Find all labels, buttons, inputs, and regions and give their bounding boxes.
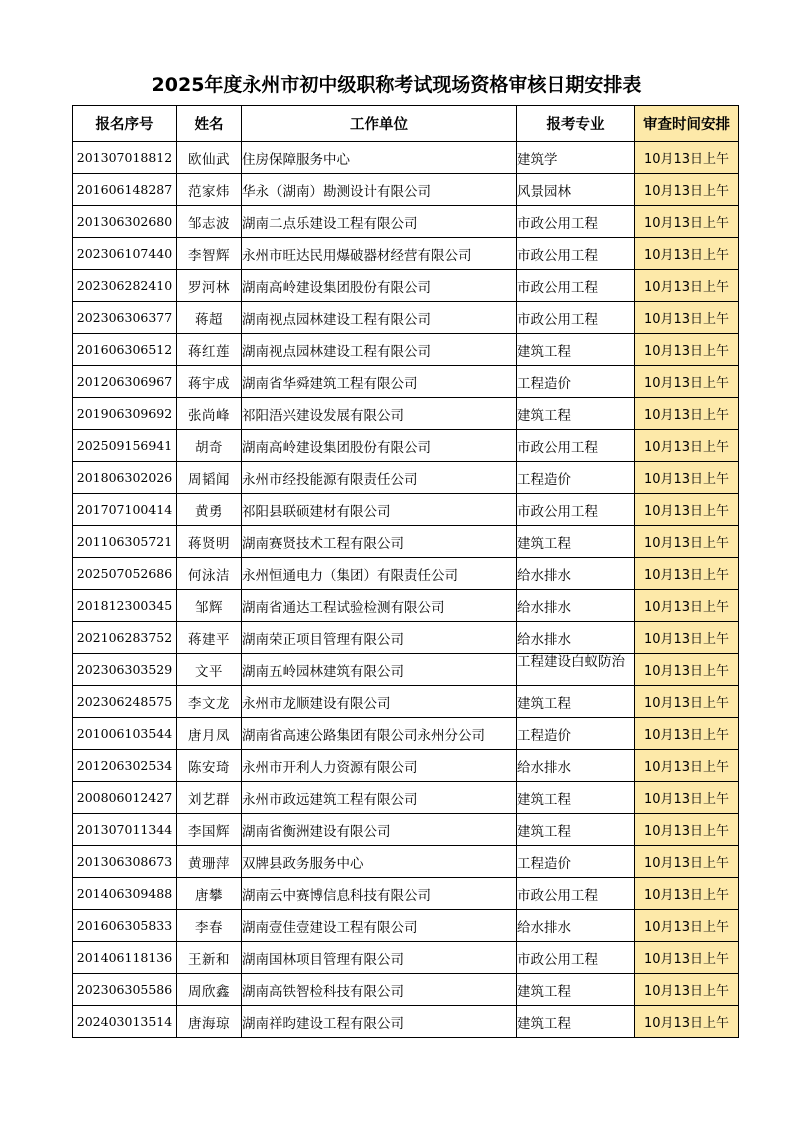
cell-name: 蒋宇成 [177, 366, 242, 398]
cell-name: 黄珊萍 [177, 846, 242, 878]
table-row [73, 846, 739, 878]
cell-name: 刘艺群 [177, 782, 242, 814]
cell-reg-no: 201406118136 [73, 942, 177, 974]
cell-major: 建筑工程 [517, 398, 635, 430]
schedule-table [72, 105, 739, 1038]
cell-major: 建筑工程 [517, 782, 635, 814]
cell-reg-no: 202306248575 [73, 686, 177, 718]
cell-work-unit: 永州市龙顺建设有限公司 [242, 686, 517, 718]
cell-review-time: 10月13日上午 [635, 334, 739, 366]
cell-name: 蒋贤明 [177, 526, 242, 558]
cell-name: 何泳洁 [177, 558, 242, 590]
cell-review-time: 10月13日上午 [635, 174, 739, 206]
cell-work-unit: 湖南省衡洲建设有限公司 [242, 814, 517, 846]
cell-name: 唐攀 [177, 878, 242, 910]
cell-major: 工程建设白蚁防治 [517, 654, 635, 686]
cell-major: 工程造价 [517, 846, 635, 878]
cell-review-time: 10月13日上午 [635, 910, 739, 942]
cell-work-unit: 双牌县政务服务中心 [242, 846, 517, 878]
table-row [73, 942, 739, 974]
table-row [73, 750, 739, 782]
table-row [73, 686, 739, 718]
cell-reg-no: 201606148287 [73, 174, 177, 206]
table-row [73, 782, 739, 814]
cell-name: 罗河林 [177, 270, 242, 302]
cell-name: 文平 [177, 654, 242, 686]
cell-work-unit: 祁阳县联硕建材有限公司 [242, 494, 517, 526]
cell-reg-no: 202306303529 [73, 654, 177, 686]
table-row [73, 462, 739, 494]
cell-reg-no: 201812300345 [73, 590, 177, 622]
cell-major: 建筑学 [517, 142, 635, 174]
cell-reg-no: 202306306377 [73, 302, 177, 334]
cell-review-time: 10月13日上午 [635, 302, 739, 334]
cell-review-time: 10月13日上午 [635, 238, 739, 270]
cell-work-unit: 湖南壹佳壹建设工程有限公司 [242, 910, 517, 942]
cell-review-time: 10月13日上午 [635, 942, 739, 974]
cell-name: 胡奇 [177, 430, 242, 462]
cell-review-time: 10月13日上午 [635, 366, 739, 398]
cell-reg-no: 202507052686 [73, 558, 177, 590]
cell-review-time: 10月13日上午 [635, 1006, 739, 1038]
cell-name: 张尚峰 [177, 398, 242, 430]
cell-work-unit: 华永（湖南）勘测设计有限公司 [242, 174, 517, 206]
cell-major: 市政公用工程 [517, 878, 635, 910]
cell-review-time: 10月13日上午 [635, 206, 739, 238]
cell-review-time: 10月13日上午 [635, 878, 739, 910]
cell-name: 周欣鑫 [177, 974, 242, 1006]
cell-review-time: 10月13日上午 [635, 622, 739, 654]
table-body [73, 142, 739, 1038]
cell-name: 李春 [177, 910, 242, 942]
cell-major: 建筑工程 [517, 686, 635, 718]
table-row [73, 430, 739, 462]
cell-name: 范家炜 [177, 174, 242, 206]
cell-major: 市政公用工程 [517, 430, 635, 462]
cell-major: 风景园林 [517, 174, 635, 206]
cell-work-unit: 湖南高岭建设集团股份有限公司 [242, 430, 517, 462]
cell-reg-no: 201606306512 [73, 334, 177, 366]
cell-reg-no: 201307018812 [73, 142, 177, 174]
cell-reg-no: 202106283752 [73, 622, 177, 654]
cell-review-time: 10月13日上午 [635, 462, 739, 494]
cell-reg-no: 201106305721 [73, 526, 177, 558]
cell-work-unit: 永州恒通电力（集团）有限责任公司 [242, 558, 517, 590]
cell-review-time: 10月13日上午 [635, 782, 739, 814]
cell-reg-no: 201206306967 [73, 366, 177, 398]
table-row [73, 1006, 739, 1038]
cell-major: 建筑工程 [517, 1006, 635, 1038]
cell-review-time: 10月13日上午 [635, 974, 739, 1006]
cell-reg-no: 200806012427 [73, 782, 177, 814]
cell-reg-no: 201306302680 [73, 206, 177, 238]
cell-reg-no: 202509156941 [73, 430, 177, 462]
cell-name: 李文龙 [177, 686, 242, 718]
cell-reg-no: 202306282410 [73, 270, 177, 302]
cell-reg-no: 201006103544 [73, 718, 177, 750]
cell-review-time: 10月13日上午 [635, 430, 739, 462]
table-row [73, 910, 739, 942]
table-row [73, 302, 739, 334]
cell-major: 给水排水 [517, 750, 635, 782]
header-work-unit: 工作单位 [242, 106, 517, 142]
cell-name: 蒋建平 [177, 622, 242, 654]
cell-name: 黄勇 [177, 494, 242, 526]
cell-reg-no: 201406309488 [73, 878, 177, 910]
cell-name: 唐海琼 [177, 1006, 242, 1038]
table-row [73, 718, 739, 750]
cell-work-unit: 永州市开利人力资源有限公司 [242, 750, 517, 782]
cell-work-unit: 湖南赛贤技术工程有限公司 [242, 526, 517, 558]
cell-review-time: 10月13日上午 [635, 718, 739, 750]
cell-name: 唐月凤 [177, 718, 242, 750]
cell-name: 李国辉 [177, 814, 242, 846]
cell-work-unit: 永州市旺达民用爆破器材经营有限公司 [242, 238, 517, 270]
cell-review-time: 10月13日上午 [635, 590, 739, 622]
cell-major: 给水排水 [517, 558, 635, 590]
cell-work-unit: 湖南祥昀建设工程有限公司 [242, 1006, 517, 1038]
table-row [73, 238, 739, 270]
cell-reg-no: 201707100414 [73, 494, 177, 526]
cell-work-unit: 湖南国林项目管理有限公司 [242, 942, 517, 974]
cell-review-time: 10月13日上午 [635, 558, 739, 590]
table-row [73, 270, 739, 302]
cell-review-time: 10月13日上午 [635, 846, 739, 878]
cell-work-unit: 湖南视点园林建设工程有限公司 [242, 302, 517, 334]
cell-major: 工程造价 [517, 366, 635, 398]
header-reg-no: 报名序号 [73, 106, 177, 142]
cell-work-unit: 湖南省通达工程试验检测有限公司 [242, 590, 517, 622]
cell-work-unit: 湖南云中赛博信息科技有限公司 [242, 878, 517, 910]
table-row [73, 398, 739, 430]
cell-work-unit: 祁阳浯兴建设发展有限公司 [242, 398, 517, 430]
cell-major: 工程造价 [517, 718, 635, 750]
table-row [73, 590, 739, 622]
header-major: 报考专业 [517, 106, 635, 142]
cell-name: 邹辉 [177, 590, 242, 622]
cell-review-time: 10月13日上午 [635, 142, 739, 174]
cell-review-time: 10月13日上午 [635, 398, 739, 430]
cell-reg-no: 202306305586 [73, 974, 177, 1006]
header-review-time: 审查时间安排 [635, 106, 739, 142]
cell-name: 陈安琦 [177, 750, 242, 782]
cell-major: 给水排水 [517, 910, 635, 942]
cell-review-time: 10月13日上午 [635, 814, 739, 846]
cell-work-unit: 湖南省华舜建筑工程有限公司 [242, 366, 517, 398]
cell-reg-no: 202403013514 [73, 1006, 177, 1038]
cell-review-time: 10月13日上午 [635, 526, 739, 558]
cell-major: 市政公用工程 [517, 270, 635, 302]
cell-name: 李智辉 [177, 238, 242, 270]
cell-name: 蒋超 [177, 302, 242, 334]
cell-major: 市政公用工程 [517, 238, 635, 270]
cell-name: 蒋红莲 [177, 334, 242, 366]
cell-work-unit: 永州市政远建筑工程有限公司 [242, 782, 517, 814]
cell-reg-no: 201806302026 [73, 462, 177, 494]
cell-major: 给水排水 [517, 622, 635, 654]
cell-major: 工程造价 [517, 462, 635, 494]
table-header-row [73, 106, 739, 142]
table-row [73, 974, 739, 1006]
cell-major: 市政公用工程 [517, 302, 635, 334]
cell-reg-no: 201307011344 [73, 814, 177, 846]
cell-major: 建筑工程 [517, 814, 635, 846]
table-row [73, 526, 739, 558]
cell-reg-no: 201206302534 [73, 750, 177, 782]
cell-reg-no: 202306107440 [73, 238, 177, 270]
cell-major: 市政公用工程 [517, 942, 635, 974]
cell-name: 邹志波 [177, 206, 242, 238]
cell-work-unit: 永州市经投能源有限责任公司 [242, 462, 517, 494]
table-row [73, 622, 739, 654]
page-title: 2025年度永州市初中级职称考试现场资格审核日期安排表 [151, 74, 642, 96]
cell-major: 建筑工程 [517, 526, 635, 558]
table-row [73, 814, 739, 846]
cell-reg-no: 201906309692 [73, 398, 177, 430]
cell-work-unit: 住房保障服务中心 [242, 142, 517, 174]
header-name: 姓名 [177, 106, 242, 142]
cell-name: 欧仙武 [177, 142, 242, 174]
cell-major: 市政公用工程 [517, 206, 635, 238]
table-row [73, 878, 739, 910]
cell-work-unit: 湖南高铁智检科技有限公司 [242, 974, 517, 1006]
cell-name: 王新和 [177, 942, 242, 974]
cell-work-unit: 湖南五岭园林建筑有限公司 [242, 654, 517, 686]
table-row [73, 558, 739, 590]
table-row [73, 654, 739, 686]
cell-review-time: 10月13日上午 [635, 270, 739, 302]
cell-major: 建筑工程 [517, 974, 635, 1006]
cell-major: 建筑工程 [517, 334, 635, 366]
cell-work-unit: 湖南视点园林建设工程有限公司 [242, 334, 517, 366]
cell-review-time: 10月13日上午 [635, 494, 739, 526]
cell-review-time: 10月13日上午 [635, 750, 739, 782]
table-row [73, 142, 739, 174]
cell-name: 周韬闻 [177, 462, 242, 494]
cell-work-unit: 湖南荣正项目管理有限公司 [242, 622, 517, 654]
cell-reg-no: 201306308673 [73, 846, 177, 878]
cell-reg-no: 201606305833 [73, 910, 177, 942]
cell-work-unit: 湖南二点乐建设工程有限公司 [242, 206, 517, 238]
table-row [73, 494, 739, 526]
cell-major: 市政公用工程 [517, 494, 635, 526]
cell-work-unit: 湖南省高速公路集团有限公司永州分公司 [242, 718, 517, 750]
cell-work-unit: 湖南高岭建设集团股份有限公司 [242, 270, 517, 302]
table-row [73, 366, 739, 398]
cell-review-time: 10月13日上午 [635, 654, 739, 686]
table-row [73, 174, 739, 206]
cell-major: 给水排水 [517, 590, 635, 622]
table-row [73, 334, 739, 366]
cell-review-time: 10月13日上午 [635, 686, 739, 718]
table-row [73, 206, 739, 238]
